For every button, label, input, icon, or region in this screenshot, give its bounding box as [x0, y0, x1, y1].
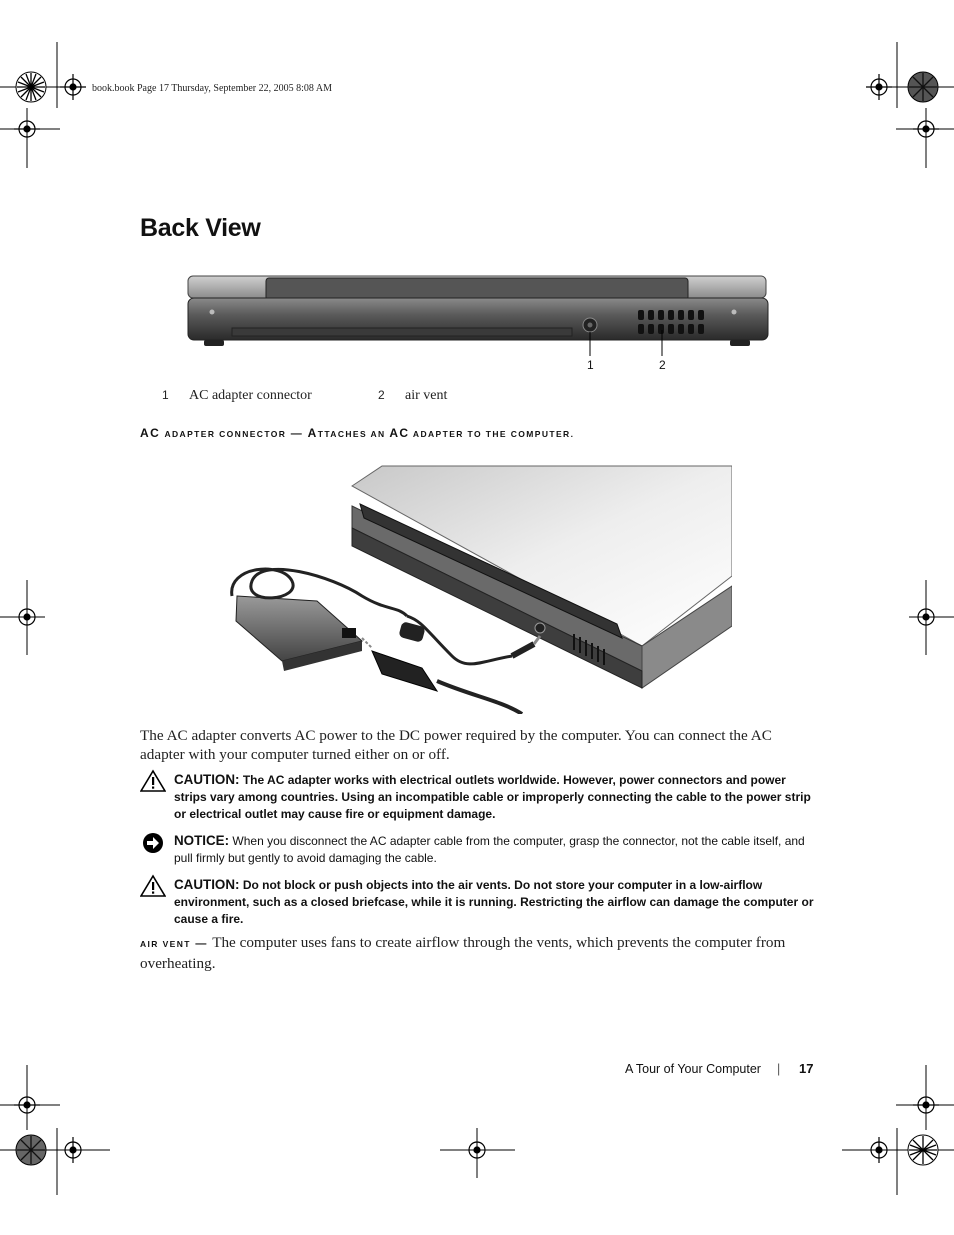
ac-heading-part: A [307, 426, 318, 440]
notice-label: NOTICE: [174, 833, 230, 848]
print-slug: book.book Page 17 Thursday, September 22, 2005 8:08 AM [92, 83, 332, 94]
caution-note-1 [174, 771, 815, 824]
ac-connector-heading [140, 426, 574, 440]
caution-label: CAUTION: [174, 772, 240, 787]
page-number: 17 [799, 1061, 814, 1076]
notice-arrow-icon [140, 831, 166, 855]
caution-text: Do not block or push objects into the air vents. Do not store your computer in a low-airflow environment, such as a closed briefcase, while it is running. Restricting the airflow can damage the computer or cause a fire. [174, 878, 814, 927]
page-title: Back View [140, 214, 261, 242]
notice-note [174, 832, 815, 867]
ac-heading-dash: — [286, 428, 308, 440]
footer-section-title: A Tour of Your Computer [625, 1062, 761, 1076]
legend-label-1: AC adapter connector [189, 388, 312, 403]
callout-1: 1 [587, 358, 594, 372]
legend-number: 2 [378, 388, 385, 402]
ac-heading-part: ADAPTER TO THE COMPUTER. [409, 429, 575, 439]
legend-item-1 [162, 388, 169, 404]
legend-item-2 [378, 388, 385, 404]
air-vent-paragraph [140, 933, 815, 973]
callout-2: 2 [659, 358, 666, 372]
caution-warning-icon [140, 874, 166, 898]
body-paragraph: The AC adapter converts AC power to the DC power required by the computer. You can connect the AC adapter with your computer turned either on or off. [140, 727, 772, 763]
ac-heading-part: ADAPTER CONNECTOR [164, 429, 287, 439]
air-vent-dash: — [190, 938, 213, 950]
caution-label: CAUTION: [174, 877, 240, 892]
caution-text: The AC adapter works with electrical outlets worldwide. However, power connectors and power strips vary among countries. Using an incompatible cable or improperly connecting the cable to the power strip or electrical outlet may cause fire or equipment damage. [174, 773, 811, 822]
air-vent-text: The computer uses fans to create airflow through the vents, which prevents the computer from overheating. [140, 934, 786, 972]
air-vent-label: AIR VENT [140, 939, 191, 949]
caution-note-2 [174, 876, 815, 929]
notice-text: When you disconnect the AC adapter cable from the computer, grasp the connector, not the cable itself, and pull firmly but gently to avoid damaging the cable. [174, 834, 805, 866]
ac-adapter-connection-figure [222, 456, 732, 714]
footer-separator: | [777, 1062, 781, 1076]
ac-heading-part: AC [140, 426, 161, 440]
laptop-back-view-figure [180, 270, 780, 380]
legend-number: 1 [162, 388, 169, 402]
ac-heading-part: AC [389, 426, 410, 440]
ac-heading-part: TTACHES AN [317, 429, 390, 439]
legend-label-2: air vent [405, 388, 448, 403]
caution-warning-icon [140, 769, 166, 793]
